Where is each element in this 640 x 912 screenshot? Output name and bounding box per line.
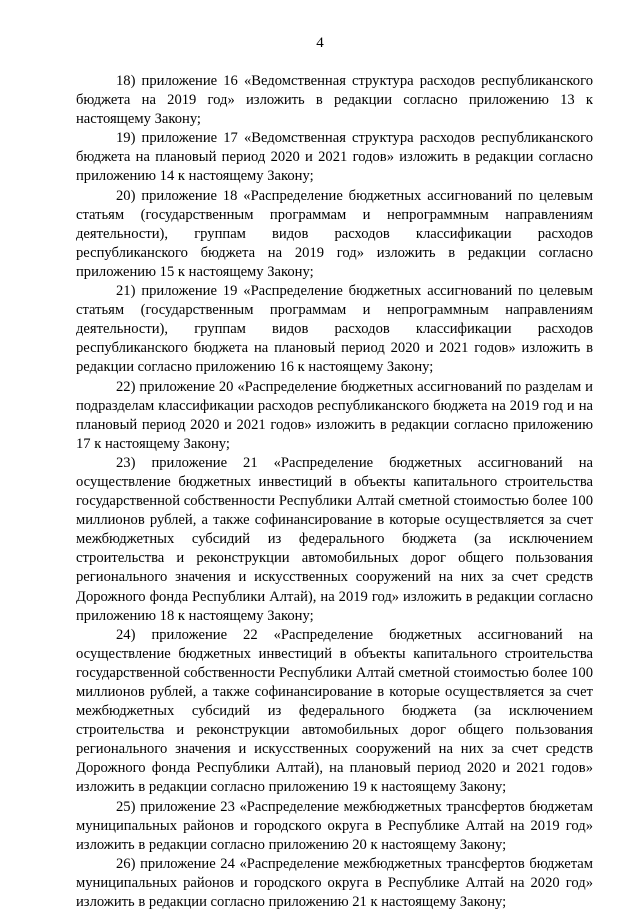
paragraph-item-24: 24) приложение 22 «Распределение бюджетных ассигнований на осуществление бюджетных инвестиций в объекты капитального строительства государственной собственности Республики Алтай сметной стоимостью более 100 миллионов рублей, а также софинансирование в которые осуществляется за счет межбюджетных субсидий из федерального бюджета (за исключением строительства и реконструкции автомобильных дорог общего пользования регионального значения и искусственных сооружений на них за счет средств Дорожного фонда Республики Алтай), на плановый период 2020 и 2021 годов» изложить в редакции согласно приложению 19 к настоящему Закону; <box>76 626 593 796</box>
paragraph-item-20: 20) приложение 18 «Распределение бюджетных ассигнований по целевым статьям (государственным программам и непрограммным направлениям деятельности), группам видов расходов классификации расходов республиканского бюджета на 2019 год» изложить в редакции согласно приложению 15 к настоящему Закону; <box>76 187 593 280</box>
paragraph-item-25: 25) приложение 23 «Распределение межбюджетных трансфертов бюджетам муниципальных районов и городского округа в Республике Алтай на 2019 год» изложить в редакции согласно приложению 20 к настоящему Закону; <box>76 798 593 853</box>
paragraph-item-26: 26) приложение 24 «Распределение межбюджетных трансфертов бюджетам муниципальных районов и городского округа в Республике Алтай на 2020 год» изложить в редакции согласно приложению 21 к настоящему Закону; <box>76 855 593 911</box>
page-number: 4 <box>316 35 324 51</box>
document-body <box>76 72 593 912</box>
paragraph-item-18: 18) приложение 16 «Ведомственная структура расходов республиканского бюджета на 2019 год» изложить в редакции согласно приложению 13 к настоящему Закону; <box>76 73 593 128</box>
paragraph-item-23: 23) приложение 21 «Распределение бюджетных ассигнований на осуществление бюджетных инвестиций в объекты капитального строительства государственной собственности Республики Алтай сметной стоимостью более 100 миллионов рублей, а также софинансирование в которые осуществляется за счет межбюджетных субсидий из федерального бюджета (за исключением строительства и реконструкции автомобильных дорог общего пользования регионального значения и искусственных сооружений на них за счет средств Дорожного фонда Республики Алтай), на 2019 год» изложить в редакции согласно приложению 18 к настоящему Закону; <box>76 454 593 624</box>
paragraph-item-21: 21) приложение 19 «Распределение бюджетных ассигнований по целевым статьям (государственным программам и непрограммным направлениям деятельности), группам видов расходов классификации расходов республиканского бюджета на плановый период 2020 и 2021 годов» изложить в редакции согласно приложению 16 к настоящему Закону; <box>76 283 593 376</box>
paragraph-item-22: 22) приложение 20 «Распределение бюджетных ассигнований по разделам и подразделам классификации расходов республиканского бюджета на 2019 год и на плановый период 2020 и 2021 годов» изложить в редакции согласно приложению 17 к настоящему Закону; <box>76 378 593 452</box>
paragraph-item-19: 19) приложение 17 «Ведомственная структура расходов республиканского бюджета на плановый период 2020 и 2021 годов» изложить в редакции согласно приложению 14 к настоящему Закону; <box>76 130 593 185</box>
